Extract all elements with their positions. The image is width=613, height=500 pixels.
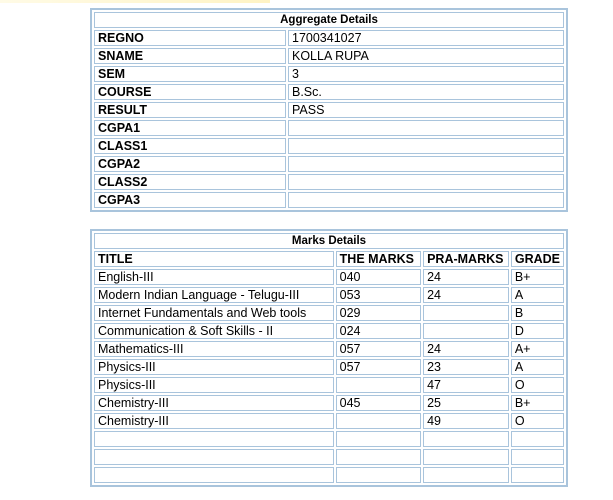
grade	[511, 467, 564, 483]
theory-marks	[336, 467, 421, 483]
practical-marks: 47	[423, 377, 509, 393]
subject-title: Chemistry-III	[94, 413, 334, 429]
top-accent-bar	[0, 0, 270, 3]
subject-title: Mathematics-III	[94, 341, 334, 357]
aggregate-value: B.Sc.	[288, 84, 564, 100]
marks-details-title: Marks Details	[94, 233, 564, 249]
marks-row	[94, 413, 564, 429]
grade: A	[511, 287, 564, 303]
subject-title: English-III	[94, 269, 334, 285]
subject-title	[94, 449, 334, 465]
marks-row	[94, 323, 564, 339]
header-theory-marks: THE MARKS	[336, 251, 421, 267]
aggregate-value: 3	[288, 66, 564, 82]
grade: O	[511, 377, 564, 393]
marks-row	[94, 287, 564, 303]
practical-marks: 49	[423, 413, 509, 429]
aggregate-row	[94, 48, 564, 64]
subject-title	[94, 431, 334, 447]
aggregate-value	[288, 174, 564, 190]
theory-marks: 057	[336, 359, 421, 375]
grade: B+	[511, 395, 564, 411]
aggregate-value	[288, 192, 564, 208]
subject-title	[94, 467, 334, 483]
marks-row	[94, 305, 564, 321]
subject-title: Communication & Soft Skills - II	[94, 323, 334, 339]
grade: D	[511, 323, 564, 339]
theory-marks: 040	[336, 269, 421, 285]
grade: A+	[511, 341, 564, 357]
marks-details-table	[90, 229, 568, 487]
aggregate-value: KOLLA RUPA	[288, 48, 564, 64]
subject-title: Internet Fundamentals and Web tools	[94, 305, 334, 321]
practical-marks	[423, 467, 509, 483]
practical-marks: 24	[423, 341, 509, 357]
theory-marks	[336, 431, 421, 447]
marks-row	[94, 431, 564, 447]
aggregate-value: 1700341027	[288, 30, 564, 46]
aggregate-label: SEM	[94, 66, 286, 82]
subject-title: Chemistry-III	[94, 395, 334, 411]
aggregate-label: CGPA1	[94, 120, 286, 136]
marks-row	[94, 359, 564, 375]
grade: B	[511, 305, 564, 321]
aggregate-row	[94, 120, 564, 136]
subject-title: Physics-III	[94, 359, 334, 375]
aggregate-details-table	[90, 8, 568, 212]
aggregate-label: SNAME	[94, 48, 286, 64]
aggregate-row	[94, 156, 564, 172]
theory-marks	[336, 449, 421, 465]
theory-marks	[336, 377, 421, 393]
aggregate-label: CGPA2	[94, 156, 286, 172]
aggregate-label: CGPA3	[94, 192, 286, 208]
aggregate-label: COURSE	[94, 84, 286, 100]
theory-marks: 024	[336, 323, 421, 339]
aggregate-value: PASS	[288, 102, 564, 118]
theory-marks	[336, 413, 421, 429]
subject-title: Modern Indian Language - Telugu-III	[94, 287, 334, 303]
marks-row	[94, 449, 564, 465]
practical-marks	[423, 323, 509, 339]
marks-header-row	[94, 251, 564, 267]
aggregate-row	[94, 102, 564, 118]
practical-marks: 23	[423, 359, 509, 375]
theory-marks: 029	[336, 305, 421, 321]
aggregate-row	[94, 84, 564, 100]
marks-row	[94, 269, 564, 285]
grade: A	[511, 359, 564, 375]
aggregate-label: RESULT	[94, 102, 286, 118]
aggregate-row	[94, 192, 564, 208]
marks-row	[94, 341, 564, 357]
header-title: TITLE	[94, 251, 334, 267]
aggregate-row	[94, 66, 564, 82]
grade	[511, 431, 564, 447]
marks-row	[94, 377, 564, 393]
aggregate-label: REGNO	[94, 30, 286, 46]
practical-marks	[423, 449, 509, 465]
aggregate-label: CLASS1	[94, 138, 286, 154]
aggregate-value	[288, 120, 564, 136]
aggregate-value	[288, 156, 564, 172]
theory-marks: 057	[336, 341, 421, 357]
subject-title: Physics-III	[94, 377, 334, 393]
practical-marks: 24	[423, 287, 509, 303]
theory-marks: 045	[336, 395, 421, 411]
header-practical-marks: PRA-MARKS	[423, 251, 509, 267]
aggregate-label: CLASS2	[94, 174, 286, 190]
theory-marks: 053	[336, 287, 421, 303]
grade	[511, 449, 564, 465]
header-grade: GRADE	[511, 251, 564, 267]
aggregate-row	[94, 30, 564, 46]
practical-marks	[423, 431, 509, 447]
aggregate-row	[94, 138, 564, 154]
aggregate-details-title: Aggregate Details	[94, 12, 564, 28]
practical-marks: 25	[423, 395, 509, 411]
aggregate-value	[288, 138, 564, 154]
practical-marks	[423, 305, 509, 321]
marks-row	[94, 395, 564, 411]
grade: B+	[511, 269, 564, 285]
practical-marks: 24	[423, 269, 509, 285]
grade: O	[511, 413, 564, 429]
aggregate-row	[94, 174, 564, 190]
marks-row	[94, 467, 564, 483]
